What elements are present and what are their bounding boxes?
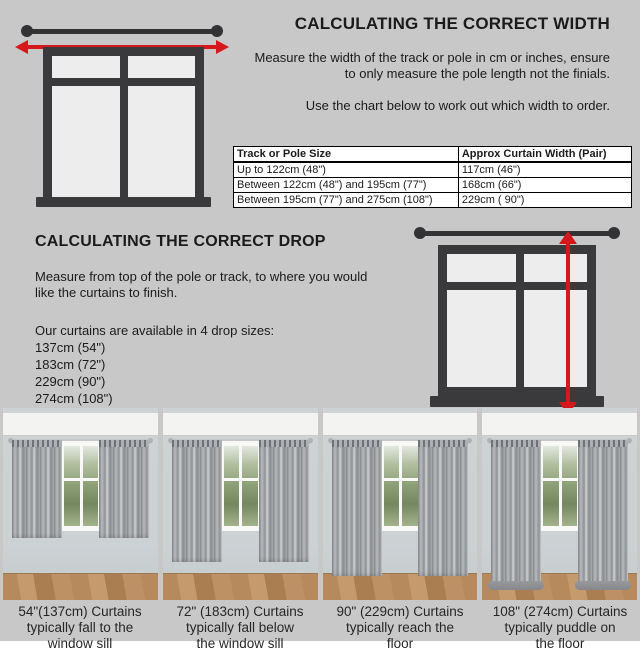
caption-108: 108" (274cm) Curtains typically puddle on the floor: [492, 604, 628, 651]
window: [538, 441, 582, 531]
width-section-title: CALCULATING THE CORRECT WIDTH: [294, 14, 610, 33]
curtain-width-cell: 229cm ( 90"): [458, 193, 631, 208]
drop-captions-row: [0, 600, 640, 651]
drop-sizes-intro: Our curtains are available in 4 drop sizes:: [35, 323, 275, 338]
width-chart-hint: Use the chart below to work out which width to order.: [305, 98, 610, 113]
drop-section-title: CALCULATING THE CORRECT DROP: [35, 233, 326, 250]
curtain-left: [491, 440, 541, 588]
track-size-cell: Up to 122cm (48"): [234, 162, 459, 178]
table-header-row: [234, 147, 632, 163]
wood-floor: [163, 573, 318, 600]
curtain-width-cell: 117cm (46"): [458, 162, 631, 178]
table-row: [234, 162, 632, 178]
caption-90: 90" (229cm) Curtains typically reach the floor: [336, 604, 464, 651]
width-size-table: [233, 146, 632, 208]
window: [59, 441, 103, 531]
window-sill: [36, 197, 211, 207]
drop-size-item: 137cm (54"): [35, 340, 106, 355]
ceiling: [163, 413, 318, 435]
track-size-cell: Between 195cm (77") and 275cm (108"): [234, 193, 459, 208]
drop-photo-54: [3, 408, 158, 600]
curtain-right: [418, 440, 468, 576]
curtain-left: [12, 440, 62, 538]
ceiling: [323, 413, 478, 435]
curtain-width-cell: 168cm (66"): [458, 178, 631, 193]
window-illustration: [43, 47, 204, 207]
wood-floor: [3, 573, 158, 600]
curtain-right: [259, 440, 309, 562]
drop-photo-108: [482, 408, 637, 600]
drop-photo-90: [323, 408, 478, 600]
curtain-left: [332, 440, 382, 576]
curtain-left: [172, 440, 222, 562]
drop-instructions: Measure from top of the pole or track, to where you would like the curtains to finish.: [35, 269, 368, 300]
drop-size-item: 274cm (108"): [35, 391, 113, 406]
window-mullion: [120, 56, 128, 198]
track-size-cell: Between 122cm (48") and 195cm (77"): [234, 178, 459, 193]
width-instructions: Measure the width of the track or pole in cm or inches, ensure to only measure the pole length not the finials.: [254, 50, 610, 81]
curtain-right: [578, 440, 628, 588]
wood-floor: [323, 573, 478, 600]
curtain-pole-illustration: [422, 231, 615, 236]
width-section-text: [230, 14, 610, 114]
window: [219, 441, 263, 531]
drop-section-text: [35, 233, 385, 407]
drop-size-item: 229cm (90"): [35, 374, 106, 389]
drop-size-item: 183cm (72"): [35, 357, 106, 372]
ceiling: [482, 413, 637, 435]
table-row: [234, 178, 632, 193]
column-header-track-size: Track or Pole Size: [234, 147, 459, 163]
ceiling: [3, 413, 158, 435]
window: [379, 441, 423, 531]
curtain-right: [99, 440, 149, 538]
width-measure-diagram: [0, 10, 240, 220]
drop-photo-72: [163, 408, 318, 600]
drop-measure-diagram: [395, 225, 640, 415]
drop-arrow-icon: [554, 229, 582, 417]
curtain-pole-illustration: [27, 29, 218, 34]
caption-54: 54"(137cm) Curtains typically fall to the window sill: [18, 604, 142, 651]
window-mullion: [516, 254, 524, 387]
column-header-curtain-width: Approx Curtain Width (Pair): [458, 147, 631, 163]
drop-sizes-list: [35, 322, 385, 407]
table-row: [234, 193, 632, 208]
caption-72: 72" (183cm) Curtains typically fall below the window sill: [176, 604, 304, 651]
drop-examples-row: [0, 408, 640, 600]
